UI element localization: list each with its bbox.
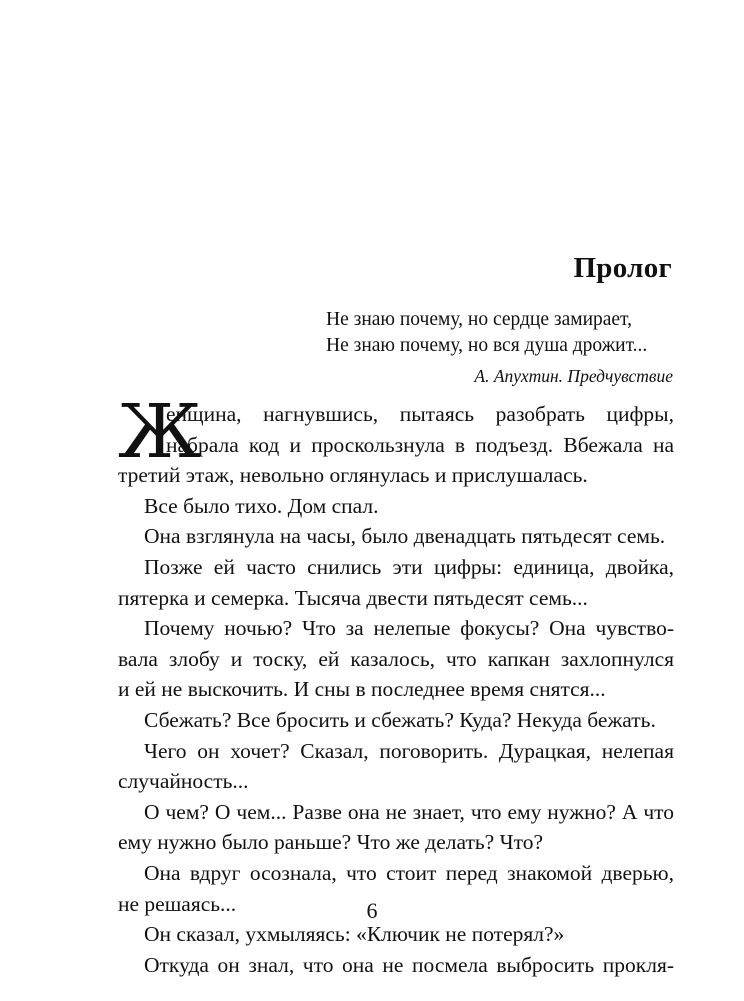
epigraph-line: Не знаю почему, но вся душа дрожит... [326, 335, 648, 356]
text-line: енщина, нагнувшись, пытаясь разобрать цифры, [166, 402, 674, 426]
epigraph-line: Не знаю почему, но сердце замирает, [326, 309, 632, 330]
text-line: Она взглянула на часы, было двенадцать пятьдесят семь. [144, 524, 666, 549]
text-line: набрала код и проскользнула в подъезд. Вбежала на [166, 432, 674, 457]
text-line: вала злобу и тоску, ей казалось, что капкан захлопнулся [118, 646, 674, 671]
text-line: не решаясь... [118, 891, 237, 916]
epigraph-source: А. Апухтин. Предчувствие [474, 366, 673, 386]
text-line: Почему ночью? Что за нелепые фокусы? Она чувство- [144, 616, 674, 641]
page-number: 6 [366, 898, 378, 923]
text-line: пятерка и семерка. Тысяча двести пятьдесят семь... [118, 585, 588, 610]
text-line: и ей не выскочить. И сны в последнее время снятся... [118, 677, 606, 702]
text-line: О чем? О чем... Разве она не знает, что ему нужно? А что [144, 799, 674, 824]
epigraph [326, 307, 676, 389]
text-line: Чего он хочет? Сказал, поговорить. Дурацкая, нелепая [144, 738, 674, 763]
text-line: Он сказал, ухмыляясь: «Ключик не потерял?» [144, 922, 565, 947]
text-line: Позже ей часто снились эти цифры: единица, двойка, [144, 554, 674, 579]
drop-cap: Ж [118, 389, 202, 475]
text-line: третий этаж, невольно оглянулась и прислушалась. [118, 463, 588, 488]
text-line: Она вдруг осознала, что стоит перед знакомой дверью, [144, 860, 674, 885]
body-text [118, 389, 674, 980]
text-line: Откуда он знал, что она не посмела выбросить прокля- [144, 952, 674, 977]
chapter-title: Пролог [573, 252, 672, 284]
text-line: случайность... [118, 769, 249, 794]
text-line: Сбежать? Все бросить и сбежать? Куда? Некуда бежать. [144, 707, 656, 732]
text-line: ему нужно было раньше? Что же делать? Что? [118, 830, 543, 855]
text-line: Все было тихо. Дом спал. [144, 493, 379, 518]
